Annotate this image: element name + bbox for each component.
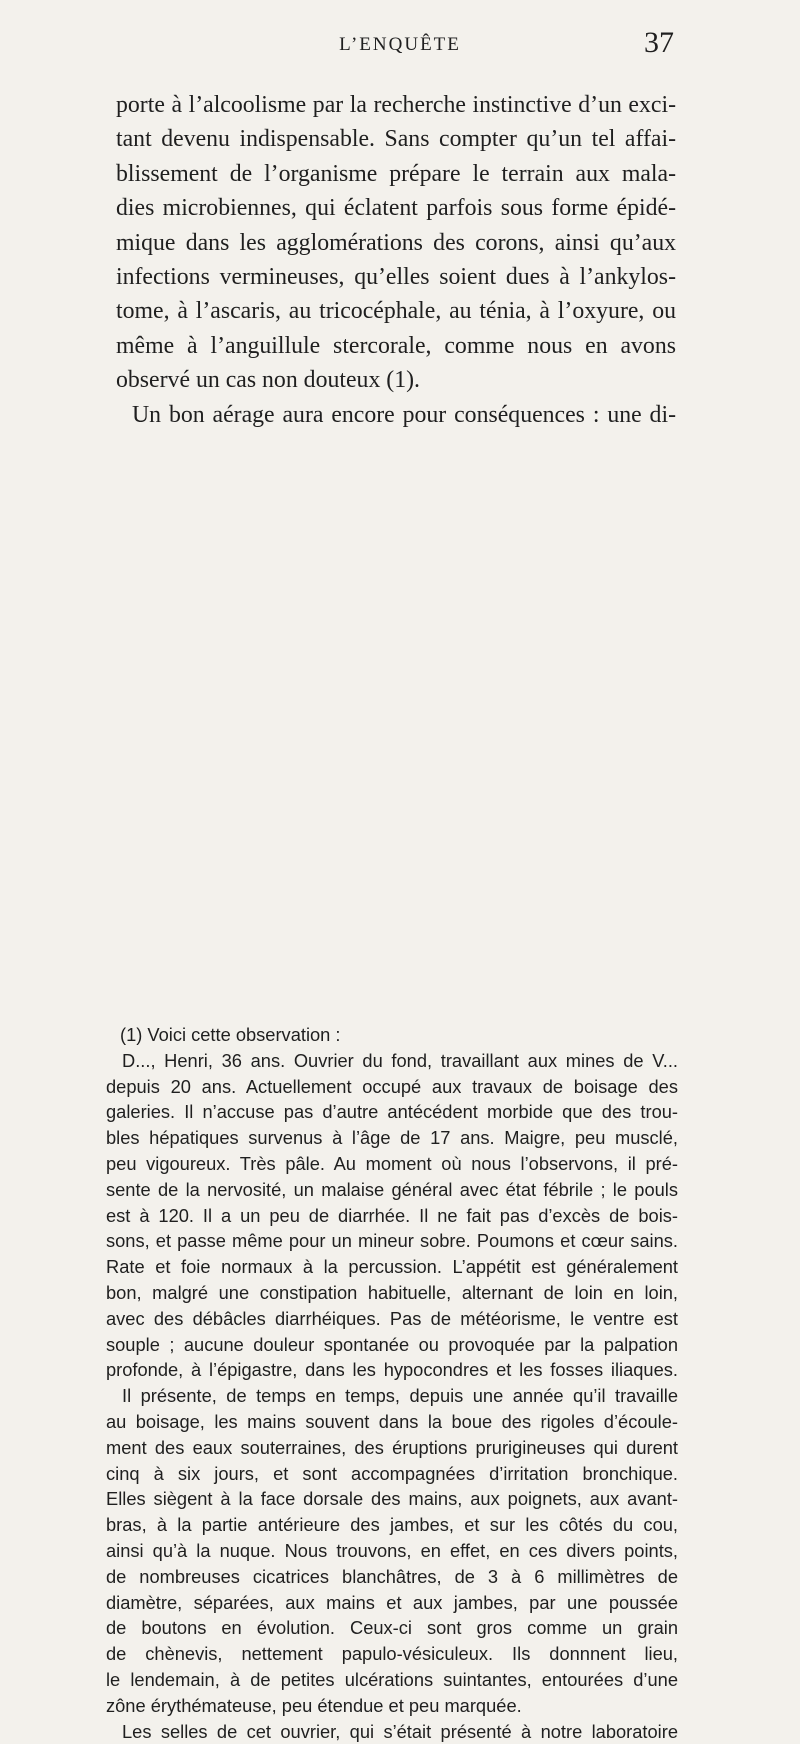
running-title: L’ENQUÊTE: [339, 34, 461, 55]
footnote-line: sons, et passe même pour un mineur sobre. Poumons et cœur sains.: [106, 1230, 678, 1252]
footnote-line: galeries. Il n’accuse pas d’autre antécédent morbide que des trou-: [106, 1101, 678, 1123]
footnote-line: de chènevis, nettement papulo-vésiculeux. Ils donnnent lieu,: [106, 1643, 678, 1665]
footnote-line: peu vigoureux. Très pâle. Au moment où nous l’observons, il pré-: [106, 1152, 678, 1174]
footnote-line: avec des débâcles diarrhéiques. Pas de météorisme, le ventre est: [106, 1307, 678, 1329]
footnote-line: D..., Henri, 36 ans. Ouvrier du fond, travaillant aux mines de V...: [122, 1049, 678, 1071]
text-line: Un bon aérage aura encore pour conséquences : une di-: [132, 401, 676, 428]
footnote-line: le lendemain, à de petites ulcérations suintantes, entourées d’une: [106, 1668, 678, 1690]
running-head: [0, 26, 800, 66]
footnote-line: ainsi qu’à la nuque. Nous trouvons, en effet, en ces divers points,: [106, 1539, 678, 1561]
footnote-line: Rate et foie normaux à la percussion. L’appétit est généralement: [106, 1256, 678, 1278]
footnote-heading: (1) Voici cette observation :: [120, 1024, 341, 1045]
footnote-line: bras, à la partie antérieure des jambes, et sur les côtés du cou,: [106, 1514, 678, 1536]
text-line: dies microbiennes, qui éclatent parfois sous forme épidé-: [116, 195, 676, 222]
footnote-line: cinq à six jours, et sont accompagnées d’irritation bronchique.: [106, 1462, 678, 1484]
footnote-line: sente de la nervosité, un malaise général avec état fébrile ; le pouls: [106, 1178, 678, 1200]
footnote-line: zône érythémateuse, peu étendue et peu marquée.: [106, 1694, 522, 1716]
footnote-line: ment des eaux souterraines, des éruptions prurigineuses qui durent: [106, 1436, 678, 1458]
text-line: observé un cas non douteux (1).: [116, 367, 420, 394]
page-number: 37: [644, 26, 674, 59]
footnote-line: de nombreuses cicatrices blanchâtres, de 3 à 6 millimètres de: [106, 1565, 678, 1587]
footnote-line: souple ; aucune douleur spontanée ou provoquée par la palpation: [106, 1333, 678, 1355]
footnote-line: diamètre, séparées, aux mains et aux jambes, par une poussée: [106, 1591, 678, 1613]
footnote-line: depuis 20 ans. Actuellement occupé aux travaux de boisage des: [106, 1075, 678, 1097]
text-line: tant devenu indispensable. Sans compter qu’un tel affai-: [116, 126, 676, 153]
text-line: mique dans les agglomérations des corons, ainsi qu’aux: [116, 229, 676, 256]
main-text: [116, 88, 676, 432]
footnote-line: bon, malgré une constipation habituelle, alternant de loin en loin,: [106, 1281, 678, 1303]
footnote: [106, 1022, 678, 1744]
footnote-line: de boutons en évolution. Ceux-ci sont gros comme un grain: [106, 1617, 678, 1639]
footnote-line: bles hépatiques survenus à l’âge de 17 ans. Maigre, peu musclé,: [106, 1127, 678, 1149]
text-line: blissement de l’organisme prépare le terrain aux mala-: [116, 160, 676, 187]
text-line: tome, à l’ascaris, au tricocéphale, au ténia, à l’oxyure, ou: [116, 298, 676, 325]
footnote-line: Il présente, de temps en temps, depuis une année qu’il travaille: [122, 1385, 678, 1407]
text-line: porte à l’alcoolisme par la recherche instinctive d’un exci-: [116, 92, 676, 118]
footnote-line: Elles siègent à la face dorsale des mains, aux poignets, aux avant-: [106, 1488, 678, 1510]
footnote-line: profonde, à l’épigastre, dans les hypocondres et les fosses iliaques.: [106, 1359, 678, 1381]
footnote-line: est à 120. Il a un peu de diarrhée. Il ne fait pas d’excès de bois-: [106, 1204, 678, 1226]
footnote-line: Les selles de cet ouvrier, qui s’était présenté à notre laboratoire: [122, 1720, 678, 1742]
text-line: même à l’anguillule stercorale, comme nous en avons: [116, 332, 676, 359]
footnote-line: au boisage, les mains souvent dans la boue des rigoles d’écoule-: [106, 1410, 678, 1432]
text-line: infections vermineuses, qu’elles soient dues à l’ankylos-: [116, 264, 676, 291]
